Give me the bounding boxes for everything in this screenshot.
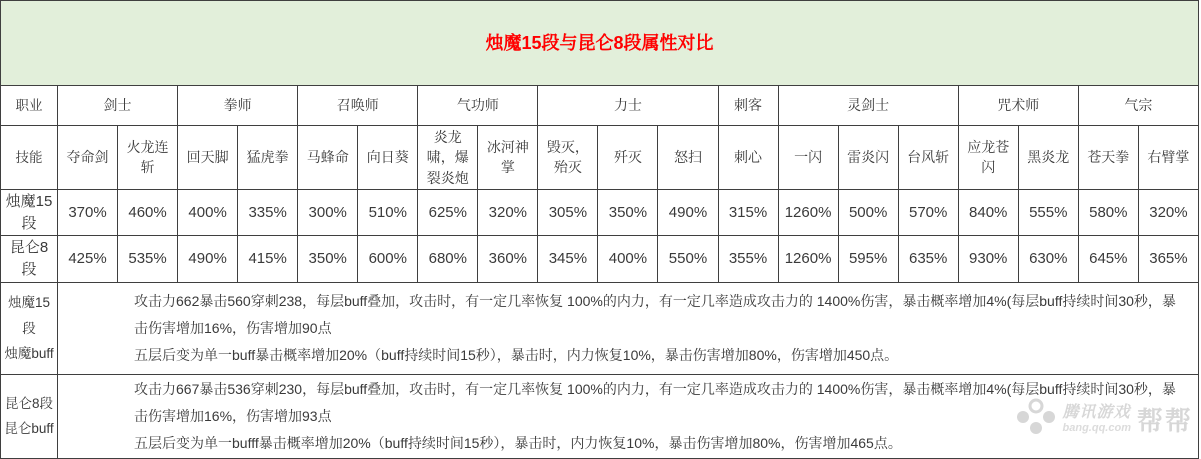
profession-header-summoner: 召唤师	[298, 86, 418, 126]
skill-header-row	[1, 126, 1199, 190]
stat-value: 630%	[1018, 236, 1078, 283]
stat-value: 595%	[838, 236, 898, 283]
skill-name: 歼灭	[598, 126, 658, 190]
skill-name: 冰河神掌	[478, 126, 538, 190]
kunlun-buff-label	[1, 374, 58, 458]
profession-header-swordmaster: 剑士	[58, 86, 178, 126]
stat-value: 840%	[958, 189, 1018, 236]
kunlun-buff-label-line1: 昆仑8段	[4, 395, 53, 411]
zhuomo15-values-row	[1, 189, 1199, 236]
kunlun8-row-label: 昆仑8段	[1, 236, 58, 283]
kunlun-buff-row	[1, 374, 1199, 458]
stat-value: 355%	[718, 236, 778, 283]
stat-value: 425%	[58, 236, 118, 283]
stat-value: 415%	[238, 236, 298, 283]
skill-name: 火龙连斩	[118, 126, 178, 190]
skill-name: 雷炎闪	[838, 126, 898, 190]
skill-name: 右臂掌	[1138, 126, 1198, 190]
stat-value: 365%	[1138, 236, 1198, 283]
stat-value: 570%	[898, 189, 958, 236]
stat-value: 320%	[478, 189, 538, 236]
profession-row-label: 职业	[1, 86, 58, 126]
profession-header-destroyer: 力士	[538, 86, 718, 126]
kunlun-buff-paragraph-1: 攻击力667暴击536穿刺230，每层buff叠加，攻击时，有一定几率恢复 100%的内力，有一定几率造成攻击力的 1400%伤害，暴击概率增加4%(每层buff持续时间30秒，暴击伤害增加16%，伤害增加93点	[134, 380, 1176, 424]
skill-name: 怒扫	[658, 126, 718, 190]
stat-value: 550%	[658, 236, 718, 283]
stat-value: 350%	[598, 189, 658, 236]
zhuomo15-row-label: 烛魔15段	[1, 189, 58, 236]
stat-value: 305%	[538, 189, 598, 236]
stat-value: 500%	[838, 189, 898, 236]
profession-header-row	[1, 86, 1199, 126]
stat-value: 460%	[118, 189, 178, 236]
profession-header-assassin: 刺客	[718, 86, 778, 126]
skill-name: 刺心	[718, 126, 778, 190]
stat-value: 335%	[238, 189, 298, 236]
watermark-url: bang.qq.com	[1062, 422, 1131, 434]
stat-value: 1260%	[778, 236, 838, 283]
stat-value: 680%	[418, 236, 478, 283]
skill-name: 回天脚	[178, 126, 238, 190]
stat-value: 490%	[178, 236, 238, 283]
stat-value: 400%	[178, 189, 238, 236]
stat-value: 645%	[1078, 236, 1138, 283]
profession-header-warlock: 咒术师	[958, 86, 1078, 126]
skill-name: 台风斩	[898, 126, 958, 190]
skill-name: 毁灭，殆灭	[538, 126, 598, 190]
profession-header-qizong: 气宗	[1078, 86, 1198, 126]
stat-value: 315%	[718, 189, 778, 236]
zhuomo-buff-row	[1, 282, 1199, 374]
stat-value: 360%	[478, 236, 538, 283]
skill-name: 向日葵	[358, 126, 418, 190]
stat-value: 490%	[658, 189, 718, 236]
skill-name: 猛虎拳	[238, 126, 298, 190]
kunlun-buff-description	[58, 374, 1199, 458]
kunlun-buff-label-line2: 昆仑buff	[4, 421, 54, 437]
skill-name: 夺命剑	[58, 126, 118, 190]
stat-value: 320%	[1138, 189, 1198, 236]
skill-name: 炎龙啸，爆裂炎炮	[418, 126, 478, 190]
zhuomo-buff-label-line2: 烛魔buff	[4, 346, 54, 362]
watermark-brand-suffix: 帮帮	[1136, 406, 1193, 436]
zhuomo-buff-label-line1: 烛魔15段	[7, 294, 51, 336]
stat-value: 345%	[538, 236, 598, 283]
stat-value: 635%	[898, 236, 958, 283]
zhuomo-buff-paragraph-1: 攻击力662暴击560穿刺238，每层buff叠加，攻击时，有一定几率恢复 100%的内力，有一定几率造成攻击力的 1400%伤害，暴击概率增加4%(每层buff持续时间30秒，暴击伤害增加16%，伤害增加90点	[134, 292, 1176, 336]
skill-name: 苍天拳	[1078, 126, 1138, 190]
skill-name: 一闪	[778, 126, 838, 190]
stat-value: 400%	[598, 236, 658, 283]
skill-name: 黑炎龙	[1018, 126, 1078, 190]
stat-value: 370%	[58, 189, 118, 236]
stat-value: 510%	[358, 189, 418, 236]
stat-value: 580%	[1078, 189, 1138, 236]
stat-value: 555%	[1018, 189, 1078, 236]
profession-header-kungfumaster: 拳师	[178, 86, 298, 126]
zhuomo-buff-description	[58, 282, 1199, 374]
skill-name: 马蜂命	[298, 126, 358, 190]
profession-header-forcemaster: 气功师	[418, 86, 538, 126]
kunlun-buff-paragraph-2: 五层后变为单一bufff暴击概率增加20%（buff持续时间15秒），暴击时，内力恢复10%，暴击伤害增加80%，伤害增加465点。	[134, 434, 902, 451]
zhuomo-buff-label	[1, 282, 58, 374]
skill-row-label: 技能	[1, 126, 58, 190]
stat-value: 930%	[958, 236, 1018, 283]
page-title: 烛魔15段与昆仑8段属性对比	[1, 1, 1199, 86]
title-row	[1, 1, 1199, 86]
stat-value: 625%	[418, 189, 478, 236]
stat-value: 350%	[298, 236, 358, 283]
watermark-brand: 腾讯游戏	[1062, 404, 1131, 421]
skill-name: 应龙苍闪	[958, 126, 1018, 190]
kunlun8-values-row	[1, 236, 1199, 283]
stat-value: 300%	[298, 189, 358, 236]
profession-header-bladedancer: 灵剑士	[778, 86, 958, 126]
stat-value: 1260%	[778, 189, 838, 236]
zhuomo-buff-paragraph-2: 五层后变为单一buff暴击概率增加20%（buff持续时间15秒），暴击时，内力恢复10%，暴击伤害增加80%，伤害增加450点。	[134, 346, 899, 363]
stat-value: 600%	[358, 236, 418, 283]
stat-value: 535%	[118, 236, 178, 283]
